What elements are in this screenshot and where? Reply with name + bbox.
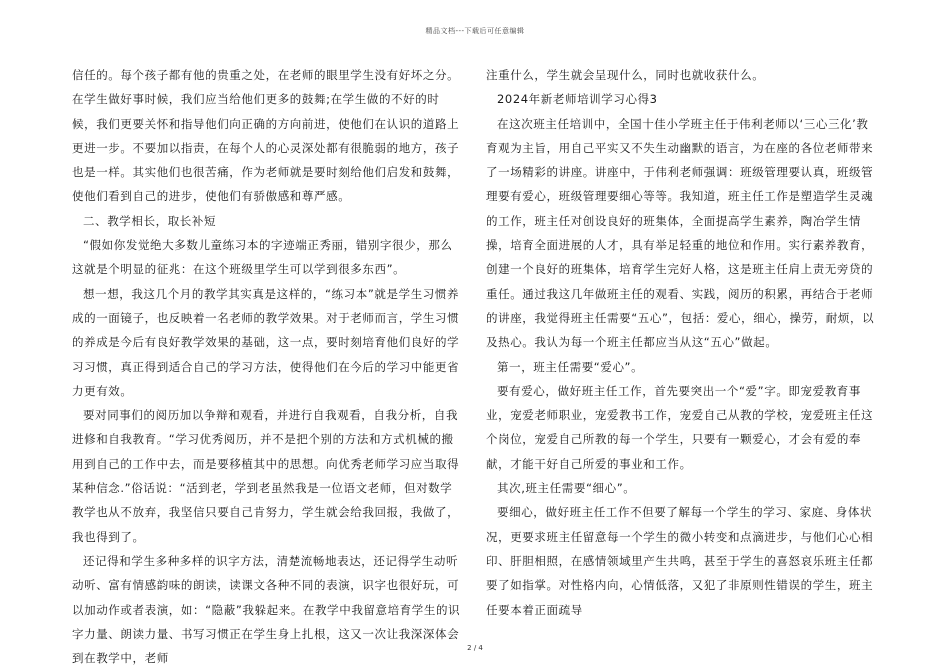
right-text-column <box>486 63 876 622</box>
page-header: 精品文档---下载后可任意编辑 <box>425 27 525 35</box>
paragraph: 要细心，做好班主任工作不但要了解每一个学生的学习、家庭、身体状况，更要求班主任留意每一个学生的微小转变和点滴进步，与他们心心相印、肝胆相照，在感情领域里产生共鸣，甚至于学生的喜怒哀乐班主任都要了如指掌。对性格内向，心情低落，又犯了非原则性错误的学生，班主任要本着正面疏导 <box>486 505 874 617</box>
paragraph: 要有爱心，做好班主任工作，首先要突出一个“爱”字。即宠爱教育事业，宠爱老师职业，宠爱教书工作，宠爱自己从教的学校，宠爱班主任这个岗位，宠爱自己所教的每一个学生，只要有一颗爱心，才会有爱的奉献，才能干好自己所爱的事业和工作。 <box>486 383 874 471</box>
left-text-column <box>72 63 462 670</box>
paragraph: 注重什么，学生就会呈现什么，同时也就收获什么。 <box>486 68 765 82</box>
paragraph: 在这次班主任培训中，全国十佳小学班主任于伟利老师以‘三心三化’教育观为主旨，用自己平实又不失生动幽默的语言，为在座的各位老师带来了一场精彩的讲座。讲座中，于伟利老师强调：班级管理要认真，班级管理要有爱心，班级管理要细心等等。我知道，班主任工作是塑造学生灵魂的工作，班主任对创设良好的班集体，全面提高学生素养，陶冶学生情操，培育全面进展的人才，具有举足轻重的地位和作用。实行素养教育，创建一个良好的班集体，培育学生完好人格，这是班主任肩上责无旁贷的重任。通过我这几年做班主任的观看、实践，阅历的积累，再结合于老师的讲座，我觉得班主任需要“五心”，包括：爱心，细心，操劳，耐烦，以及热心。我认为每一个班主任都应当从这“五心”做起。 <box>486 116 875 350</box>
section-heading: 二、教学相长，取长补短 <box>83 213 217 228</box>
section-heading: 第一，班主任需要“爱心”。 <box>497 359 644 374</box>
paragraph: 还记得和学生多种多样的识字方法，清楚流畅地表达，还记得学生动听动听、富有情感韵味的朗读，读课文各种不同的表演，识字也很好玩，可以加动作或者表演，如：“隐蔽”我躲起来。在教学中我留意培育学生的识字力量、朗读力量、书写习惯正在学生身上扎根，这又一次让我深深体会到在教学中，老师 <box>72 553 461 666</box>
paragraph: 要对同事们的阅历加以争辩和观看，并进行自我观看，自我分析，自我进修和自我教育。“学习优秀阅历，并不是把个别的方法和方式机械的搬用到自己的工作中去，而是要移植其中的思想。向优秀老师学习应当取得某种信念.”俗话说：“活到老，学到老虽然我是一位语文老师，但对数学教学也从不放弃，我坚信只要自己肯努力，学生就会给我回报，我做了，我也得到了。 <box>72 408 460 544</box>
paragraph: “假如你发觉绝大多数儿童练习本的字迹端正秀丽，错别字很少，那么这就是个明显的征兆：在这个班级里学生可以学到很多东西”。 <box>72 238 453 277</box>
paragraph: 想一想，我这几个月的教学其实真是这样的，“练习本”就是学生习惯养成的一面镜子，也反映着一名老师的教学效果。对于老师而言，学生习惯的养成是今后有良好教学效果的基础，这一点，要时刻培育他们良好的学习习惯，真正得到适合自己的学习方法，使得他们在今后的学习中能更省力更有效。 <box>72 286 460 398</box>
section-heading: 其次,班主任需要“细心”。 <box>497 481 636 496</box>
article-title: 2024年新老师培训学习心得3 <box>497 92 658 107</box>
paragraph: 信任的。每个孩子都有他的贵重之处，在老师的眼里学生没有好坏之分。在学生做好事时候，我们应当给他们更多的鼓舞;在学生做的不好的时候，我们更要关怀和指导他们向正确的方向前进，使他们在认识的道路上更进一步。不要加以指责，在每个人的心灵深处都有很脆弱的地方，孩子也是一样。其实他们也很苦痛，作为老师就是要时刻给他们启发和鼓舞，使他们看到自己的进步，使他们有骄傲感和尊严感。 <box>72 68 460 204</box>
page-number: 2 / 4 <box>467 644 483 652</box>
